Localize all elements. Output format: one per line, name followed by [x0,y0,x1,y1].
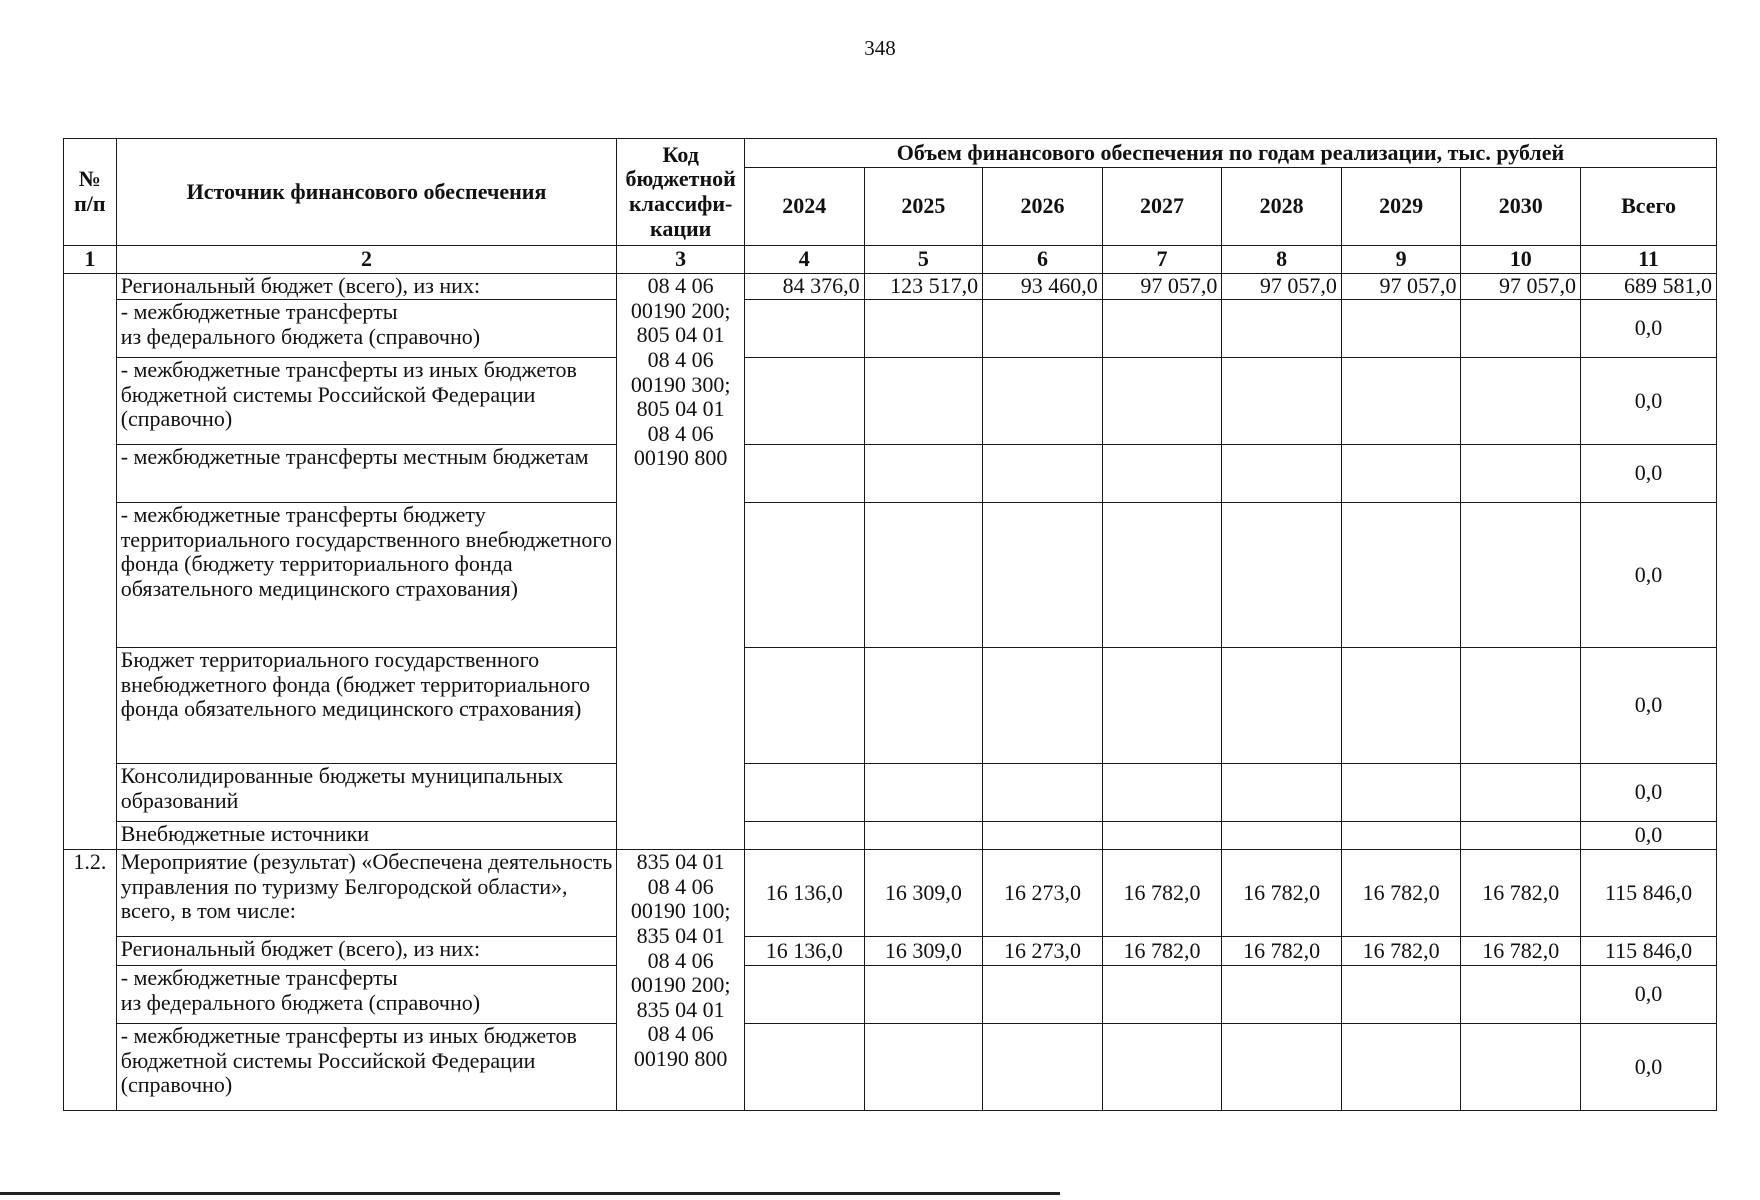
table-row [64,445,1717,503]
table-row [64,503,1717,648]
row-label: Консолидированные бюджеты муниципальных образований [116,764,617,822]
total-cell: 115 846,0 [1581,850,1717,937]
row-label: - межбюджетные трансферты бюджету территориального государственного внебюджетного фонда (бюджету территориального фонда обязательного медицинского страхования) [116,503,617,648]
value-cell: 16 273,0 [983,937,1103,966]
value-cell: 84 376,0 [745,274,865,300]
value-cell [1461,1024,1581,1111]
header-year: 2030 [1461,168,1581,246]
header-source: Источник финансового обеспечения [116,139,617,246]
row-label: - межбюджетные трансферты из иных бюджетов бюджетной системы Российской Федерации (справочно) [116,358,617,445]
value-cell: 16 782,0 [1341,850,1461,937]
total-cell: 0,0 [1581,358,1717,445]
column-number: 8 [1222,246,1342,274]
total-cell: 0,0 [1581,648,1717,764]
financing-table [63,138,1717,1111]
value-cell: 16 782,0 [1102,850,1222,937]
header-code: Код бюджетной классифи-кации [617,139,745,246]
value-cell [1461,503,1581,648]
value-cell [1222,503,1342,648]
header-year: 2024 [745,168,865,246]
value-cell: 97 057,0 [1102,274,1222,300]
header-no: № п/п [64,139,117,246]
row-label: - межбюджетные трансферты местным бюджетам [116,445,617,503]
value-cell [1102,300,1222,358]
value-cell [864,300,983,358]
column-number: 9 [1341,246,1461,274]
value-cell [1341,503,1461,648]
value-cell: 16 782,0 [1222,937,1342,966]
header-year: 2028 [1222,168,1342,246]
column-number: 10 [1461,246,1581,274]
value-cell: 16 136,0 [745,850,865,937]
row-number-empty [64,274,117,850]
row-number: 1.2. [64,850,117,1111]
value-cell [745,764,865,822]
value-cell [1341,764,1461,822]
value-cell [1461,358,1581,445]
header-total: Всего [1581,168,1717,246]
value-cell [745,445,865,503]
value-cell [983,648,1103,764]
row-label: Региональный бюджет (всего), из них: [116,274,617,300]
total-cell: 0,0 [1581,822,1717,850]
table-row [64,300,1717,358]
value-cell [864,503,983,648]
value-cell [983,445,1103,503]
value-cell: 16 309,0 [864,937,983,966]
table-row [64,1024,1717,1111]
column-number: 3 [617,246,745,274]
value-cell [864,822,983,850]
row-label: - межбюджетные трансферты из иных бюджетов бюджетной системы Российской Федерации (справочно) [116,1024,617,1111]
column-number: 5 [864,246,983,274]
row-label: - межбюджетные трансферты из федерального бюджета (справочно) [116,300,617,358]
table-row [64,274,1717,300]
value-cell: 16 782,0 [1461,937,1581,966]
value-cell [1222,648,1342,764]
column-number: 1 [64,246,117,274]
column-number: 4 [745,246,865,274]
value-cell [1461,445,1581,503]
header-year: 2025 [864,168,983,246]
value-cell [745,358,865,445]
value-cell [1341,1024,1461,1111]
table-row [64,937,1717,966]
value-cell [1461,822,1581,850]
value-cell: 16 309,0 [864,850,983,937]
total-cell: 115 846,0 [1581,937,1717,966]
value-cell [745,822,865,850]
header-volume: Объем финансового обеспечения по годам реализации, тыс. рублей [745,139,1717,168]
value-cell [864,445,983,503]
value-cell [1341,300,1461,358]
value-cell: 123 517,0 [864,274,983,300]
value-cell: 97 057,0 [1222,274,1342,300]
value-cell [745,648,865,764]
total-cell: 0,0 [1581,445,1717,503]
value-cell [983,822,1103,850]
total-cell: 0,0 [1581,1024,1717,1111]
column-number: 6 [983,246,1103,274]
total-cell: 0,0 [1581,300,1717,358]
value-cell [1341,648,1461,764]
value-cell [1461,648,1581,764]
budget-code: 08 4 06 00190 200; 805 04 01 08 4 06 00190 300; 805 04 01 08 4 06 00190 800 [617,274,745,850]
column-number: 2 [116,246,617,274]
table-row [64,850,1717,937]
column-number: 11 [1581,246,1717,274]
value-cell [983,764,1103,822]
table-row [64,648,1717,764]
value-cell: 16 782,0 [1461,850,1581,937]
value-cell [864,764,983,822]
value-cell [1102,648,1222,764]
value-cell: 16 782,0 [1102,937,1222,966]
value-cell [1102,503,1222,648]
value-cell [1222,445,1342,503]
row-label: Региональный бюджет (всего), из них: [116,937,617,966]
value-cell: 97 057,0 [1341,274,1461,300]
value-cell [1102,764,1222,822]
value-cell [1222,358,1342,445]
value-cell [1102,966,1222,1024]
header-year: 2029 [1341,168,1461,246]
value-cell: 16 273,0 [983,850,1103,937]
value-cell [1102,1024,1222,1111]
bottom-rule-line [0,1192,1060,1195]
value-cell: 16 782,0 [1222,850,1342,937]
row-label: - межбюджетные трансферты из федерального бюджета (справочно) [116,966,617,1024]
page-number: 348 [864,36,896,60]
value-cell [1222,764,1342,822]
value-cell [1341,358,1461,445]
value-cell [983,358,1103,445]
value-cell: 16 782,0 [1341,937,1461,966]
value-cell [745,503,865,648]
value-cell [1102,822,1222,850]
value-cell [1341,966,1461,1024]
value-cell [745,1024,865,1111]
total-cell: 0,0 [1581,503,1717,648]
value-cell [1102,358,1222,445]
value-cell: 93 460,0 [983,274,1103,300]
header-year: 2027 [1102,168,1222,246]
value-cell [1222,966,1342,1024]
budget-code: 835 04 01 08 4 06 00190 100; 835 04 01 08 4 06 00190 200; 835 04 01 08 4 06 00190 800 [617,850,745,1111]
value-cell [1222,822,1342,850]
value-cell [1102,445,1222,503]
value-cell [983,503,1103,648]
total-cell: 0,0 [1581,966,1717,1024]
value-cell [983,966,1103,1024]
value-cell [864,648,983,764]
value-cell [983,1024,1103,1111]
value-cell [864,1024,983,1111]
table-row [64,966,1717,1024]
value-cell [1341,445,1461,503]
value-cell [1341,822,1461,850]
value-cell [1461,764,1581,822]
header-year: 2026 [983,168,1103,246]
value-cell [1222,1024,1342,1111]
column-number: 7 [1102,246,1222,274]
value-cell [1461,966,1581,1024]
value-cell: 16 136,0 [745,937,865,966]
value-cell [1222,300,1342,358]
table-row [64,764,1717,822]
table-row [64,822,1717,850]
value-cell: 97 057,0 [1461,274,1581,300]
row-label: Бюджет территориального государственного внебюджетного фонда (бюджет территориального фонда обязательного медицинского страхования) [116,648,617,764]
total-cell: 689 581,0 [1581,274,1717,300]
value-cell [864,966,983,1024]
value-cell [983,300,1103,358]
table-row [64,358,1717,445]
total-cell: 0,0 [1581,764,1717,822]
value-cell [864,358,983,445]
value-cell [1461,300,1581,358]
value-cell [745,300,865,358]
row-label: Внебюджетные источники [116,822,617,850]
row-label: Мероприятие (результат) «Обеспечена деятельность управления по туризму Белгородской области», всего, в том числе: [116,850,617,937]
value-cell [745,966,865,1024]
